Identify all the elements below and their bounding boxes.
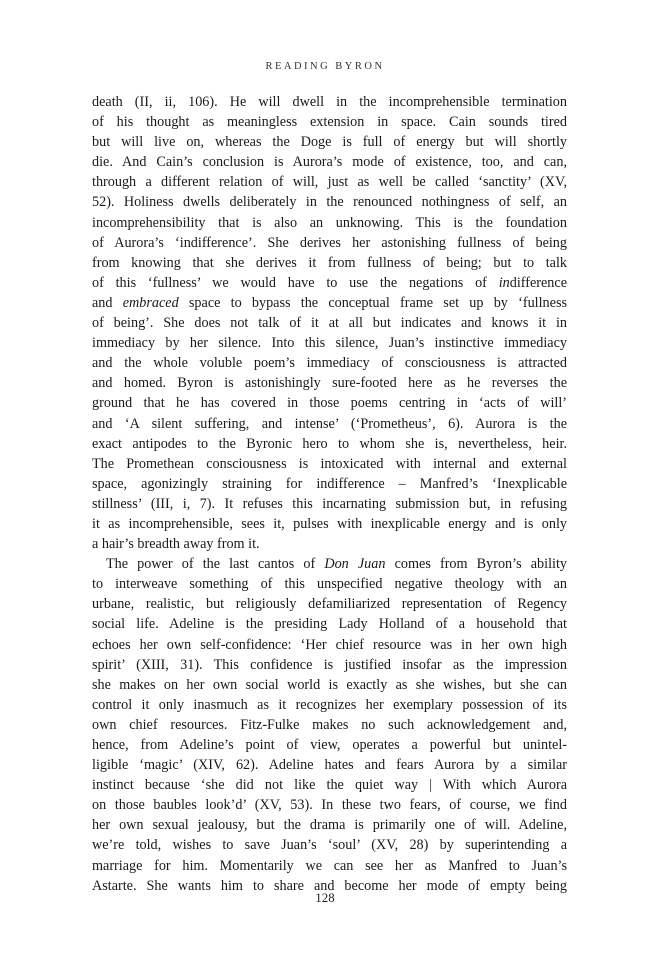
- text-line: [92, 594, 567, 614]
- text-run: and: [92, 294, 123, 311]
- text-run: and ‘A silent suffering, and intense’ (‘Prometheus’, 6). Aurora is the: [92, 415, 567, 432]
- text-line: [92, 333, 567, 353]
- text-run: hence, from Adeline’s point of view, operates a powerful but unintel-: [92, 737, 567, 753]
- text-line: [92, 735, 567, 755]
- text-run: control it only inasmuch as it recognizes her exemplary possession of its: [92, 696, 567, 713]
- text-run: to interweave something of this unspecified negative theology with an: [92, 576, 567, 593]
- text-run: spirit’ (XIII, 31). This confidence is justified insofar as the impression: [92, 656, 567, 673]
- text-run: echoes her own self-confidence: ‘Her chief resource was in her own high: [92, 636, 567, 653]
- text-run: The power of the last cantos of: [106, 556, 325, 573]
- text-run: difference: [509, 274, 567, 291]
- text-run: her own sexual jealousy, but the drama is primarily one of will. Adeline,: [92, 817, 567, 834]
- text-line: [92, 434, 567, 454]
- text-run: own chief resources. Fitz-Fulke makes no such acknowledgement and,: [92, 716, 567, 733]
- text-line: [92, 614, 567, 634]
- text-run: exact antipodes to the Byronic hero to whom she is, nevertheless, heir.: [92, 435, 567, 452]
- page-number: 128: [315, 890, 335, 905]
- text-run: but will live on, whereas the Doge is full of energy but will shortly: [92, 134, 567, 151]
- text-line: [92, 132, 567, 152]
- text-run: incomprehensibility that is also an unknowing. This is the foundation: [92, 214, 567, 231]
- text-line: [92, 775, 567, 795]
- text-run: and the whole voluble poem’s immediacy of consciousness is attracted: [92, 355, 567, 372]
- text-line: [92, 353, 567, 373]
- text-run: ground that he has covered in those poems centring in ‘acts of will’: [92, 395, 567, 412]
- text-line: [92, 514, 567, 534]
- text-line: [92, 92, 567, 112]
- text-run: and homed. Byron is astonishingly sure-footed here as he reverses the: [92, 375, 567, 392]
- text-line: [92, 414, 567, 434]
- text-line: [92, 112, 567, 132]
- text-run: it as incomprehensible, sees it, pulses with inexplicable energy and is only: [92, 515, 567, 532]
- body-text: [92, 92, 567, 896]
- text-run: of his thought as meaningless extension in space. Cain sounds tired: [92, 114, 567, 131]
- text-line: [92, 192, 567, 212]
- text-line: [92, 293, 567, 313]
- text-run: a hair’s breadth away from it.: [92, 536, 260, 553]
- text-run: die. And Cain’s conclusion is Aurora’s mode of existence, too, and can,: [92, 154, 567, 171]
- text-run: on those baubles look’d’ (XV, 53). In these two fears, of course, we find: [92, 797, 567, 814]
- italic-run: Don Juan: [324, 556, 386, 573]
- text-run: social life. Adeline is the presiding Lady Holland of a household that: [92, 616, 567, 633]
- text-line: [92, 393, 567, 413]
- text-line: [92, 313, 567, 333]
- text-line: [92, 795, 567, 815]
- text-run: through a different relation of will, just as well be called ‘sanctity’ (XV,: [92, 174, 567, 191]
- italic-run: embraced: [122, 294, 179, 311]
- text-run: stillness’ (III, i, 7). It refuses this incarnating submission but, in refusing: [92, 495, 567, 512]
- text-line: [92, 695, 567, 715]
- text-line: [92, 655, 567, 675]
- text-line: [92, 574, 567, 594]
- text-run: marriage for him. Momentarily we can see her as Manfred to Juan’s: [92, 857, 567, 874]
- text-line: [92, 474, 567, 494]
- text-line: [92, 213, 567, 233]
- text-line: [92, 454, 567, 474]
- text-line: [92, 152, 567, 172]
- text-run: instinct because ‘she did not like the quiet way | With which Aurora: [92, 777, 567, 794]
- text-run: 52). Holiness dwells deliberately in the renounced nothingness of self, an: [92, 194, 567, 211]
- text-run: of Aurora’s ‘indifference’. She derives her astonishing fullness of being: [92, 234, 567, 251]
- text-line: [92, 494, 567, 514]
- text-run: immediacy by her silence. Into this silence, Juan’s instinctive immediacy: [92, 335, 567, 352]
- text-line: [92, 675, 567, 695]
- text-line: [92, 635, 567, 655]
- text-run: she makes on her own social world is exactly as she wishes, but she can: [92, 676, 567, 693]
- running-head: READING BYRON: [265, 61, 385, 72]
- text-run: from knowing that she derives it from fullness of being; but to talk: [92, 254, 567, 271]
- text-run: ligible ‘magic’ (XIV, 62). Adeline hates and fears Aurora by a similar: [92, 757, 567, 774]
- text-run: urbane, realistic, but religiously defamiliarized representation of Regency: [92, 596, 567, 613]
- text-run: space, agonizingly straining for indifference – Manfred’s ‘Inexplicable: [92, 475, 567, 492]
- text-line: [92, 755, 567, 775]
- text-run: of this ‘fullness’ we would have to use the negations of: [92, 274, 499, 291]
- text-run: The Promethean consciousness is intoxicated with internal and external: [92, 455, 567, 472]
- italic-run: in: [498, 274, 510, 291]
- text-line: [92, 815, 567, 835]
- text-line: [92, 172, 567, 192]
- text-run: of being’. She does not talk of it at all but indicates and knows it in: [92, 315, 567, 332]
- text-line: [92, 273, 567, 293]
- text-run: Astarte. She wants him to share and become her mode of empty being: [92, 877, 567, 894]
- text-line: [92, 835, 567, 855]
- text-run: death (II, ii, 106). He will dwell in the incomprehensible termination: [92, 94, 567, 110]
- text-line: [92, 373, 567, 393]
- text-line: [92, 534, 567, 554]
- text-line: [92, 233, 567, 253]
- text-line: [92, 856, 567, 876]
- text-run: we’re told, wishes to save Juan’s ‘soul’ (XV, 28) by superintending a: [92, 837, 567, 854]
- text-line: [92, 253, 567, 273]
- text-line: [92, 554, 567, 574]
- text-run: space to bypass the conceptual frame set up by ‘fullness: [178, 294, 567, 311]
- text-run: comes from Byron’s ability: [385, 556, 567, 573]
- text-line: [92, 715, 567, 735]
